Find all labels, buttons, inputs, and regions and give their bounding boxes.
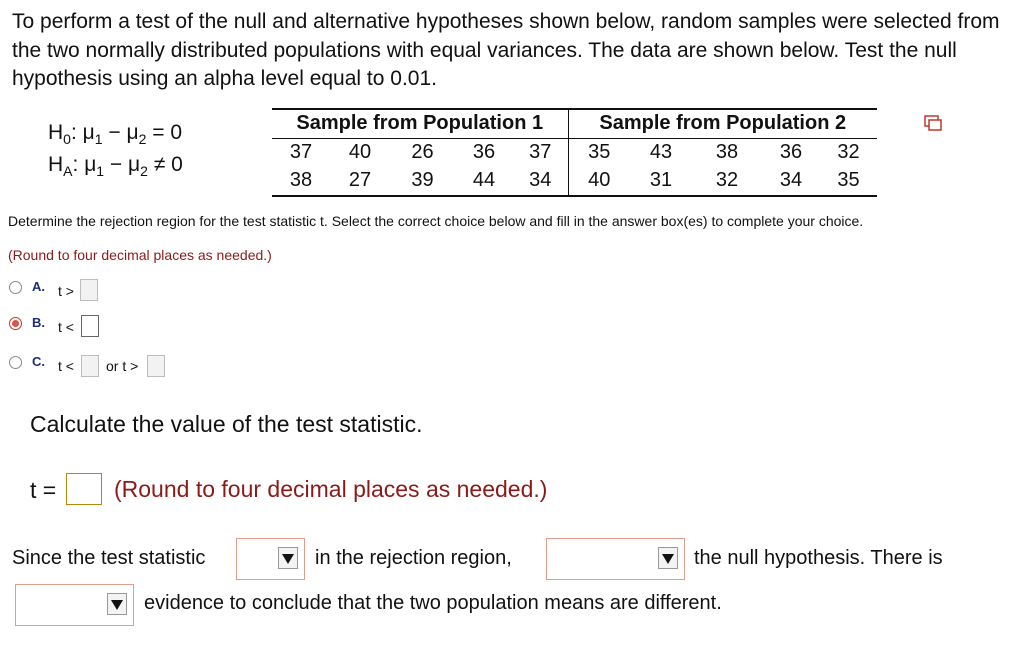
table-cell: 34 xyxy=(762,167,820,196)
table-cell: 27 xyxy=(330,167,390,196)
table-cell: 40 xyxy=(568,167,630,196)
question-rejection-region: Determine the rejection region for the test statistic t. Select the correct choice below and fill in the answer box(es) to complete your choice. xyxy=(8,213,864,229)
table-cell: 39 xyxy=(390,167,455,196)
table-cell: 26 xyxy=(411,141,434,163)
chevron-down-icon xyxy=(107,593,127,615)
table-cell: 35 xyxy=(820,167,877,196)
dropdown-statistic-location[interactable] xyxy=(236,538,305,580)
table-cell: 37 xyxy=(529,141,552,163)
option-a-text: t > xyxy=(58,283,74,299)
table-cell: 40 xyxy=(348,141,372,163)
option-c-letter: C. xyxy=(32,354,45,369)
option-c-text-upper: or t > xyxy=(106,358,139,374)
alternative-hypothesis: $H_A$: $\mu_1 - \mu_2 \ne 0$ xyxy=(48,153,183,180)
option-a-answer-box[interactable] xyxy=(80,279,98,301)
round-note: (Round to four decimal places as needed.) xyxy=(8,247,272,263)
null-hypothesis: $H_0$: $\mu_1 - \mu_2 = 0$ xyxy=(48,121,183,148)
conclusion-part-2: in the rejection region, xyxy=(315,547,512,569)
radio-option-a[interactable] xyxy=(9,281,22,294)
option-b-letter: B. xyxy=(32,315,45,330)
chevron-down-icon xyxy=(658,547,678,569)
table-cell: 37 xyxy=(289,141,313,163)
copy-data-icon[interactable] xyxy=(924,115,942,132)
header-population-1: Sample from Population 1 xyxy=(272,109,568,139)
dropdown-evidence[interactable] xyxy=(15,584,134,626)
conclusion-part-4: evidence to conclude that the two population means are different. xyxy=(144,592,722,614)
t-answer-box[interactable] xyxy=(66,473,102,505)
t-label: t = xyxy=(30,477,57,503)
conclusion-part-1: Since the test statistic xyxy=(12,547,206,569)
radio-option-c[interactable] xyxy=(9,356,22,369)
table-cell: 36 xyxy=(779,141,803,163)
header-population-2: Sample from Population 2 xyxy=(568,109,877,139)
table-cell: 34 xyxy=(513,167,568,196)
option-c-lower-box[interactable] xyxy=(81,355,99,377)
option-c-upper-box[interactable] xyxy=(147,355,165,377)
conclusion-part-3: the null hypothesis. There is xyxy=(694,547,943,569)
option-b-text: t < xyxy=(58,319,74,335)
table-cell: 44 xyxy=(455,167,513,196)
option-c-text-lower: t < xyxy=(58,358,74,374)
table-header-row xyxy=(272,109,877,139)
dropdown-null-decision[interactable] xyxy=(546,538,685,580)
table-cell: 38 xyxy=(715,141,739,163)
table-row xyxy=(272,139,877,168)
table-cell: 43 xyxy=(649,141,673,163)
chevron-down-icon xyxy=(278,547,298,569)
table-cell: 38 xyxy=(272,167,330,196)
table-cell: 31 xyxy=(630,167,692,196)
radio-option-b[interactable] xyxy=(9,317,22,330)
option-b-answer-box[interactable] xyxy=(81,315,99,337)
sample-data-table xyxy=(272,108,877,197)
round-note-large: (Round to four decimal places as needed.) xyxy=(114,476,548,502)
question-test-statistic: Calculate the value of the test statistic. xyxy=(30,411,423,437)
table-cell: 36 xyxy=(472,141,496,163)
table-cell: 32 xyxy=(837,141,860,163)
table-cell: 35 xyxy=(568,139,630,168)
table-cell: 32 xyxy=(692,167,762,196)
problem-intro: To perform a test of the null and alternative hypotheses shown below, random samples were selected from the two normally distributed populations with equal variances. The data are shown below. Test the null hypothesis using an alpha level equal to 0.01. xyxy=(12,10,1000,90)
option-a-letter: A. xyxy=(32,279,45,294)
table-row xyxy=(272,167,877,196)
